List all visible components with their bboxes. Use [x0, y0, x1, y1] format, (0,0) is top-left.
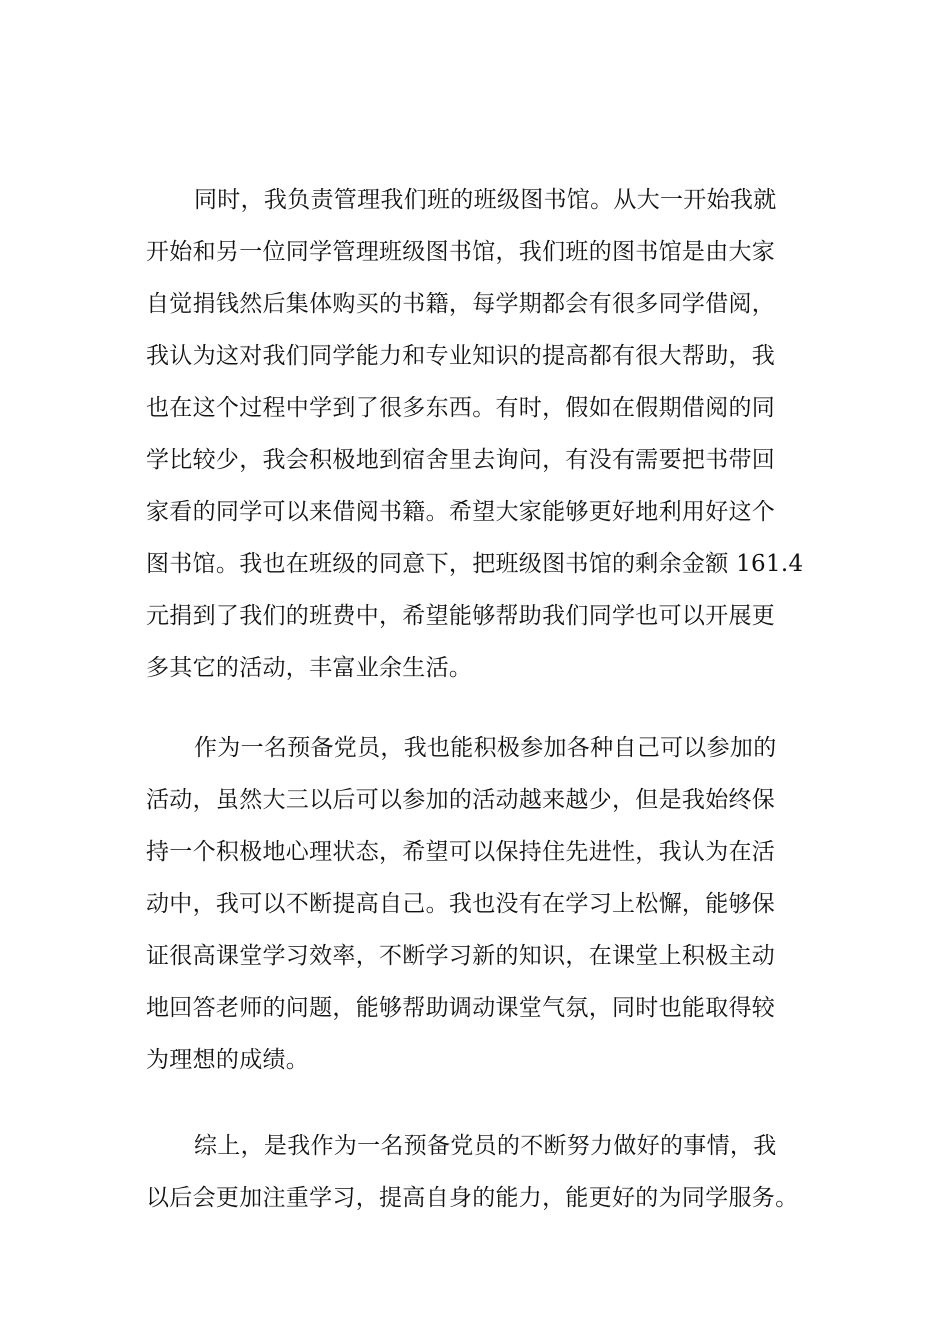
paragraph-line: 开始和另一位同学管理班级图书馆，我们班的图书馆是由大家: [146, 239, 776, 265]
paragraph-line: 动中，我可以不断提高自己。我也没有在学习上松懈，能够保: [146, 891, 776, 917]
paragraph-line: 学比较少，我会积极地到宿舍里去询问，有没有需要把书带回: [146, 447, 776, 473]
paragraph-line: 图书馆。我也在班级的同意下，把班级图书馆的剩余金额 161.4: [146, 551, 804, 577]
paragraph-line: 也在这个过程中学到了很多东西。有时，假如在假期借阅的同: [146, 395, 776, 421]
paragraph-line: 家看的同学可以来借阅书籍。希望大家能够更好地利用好这个: [146, 499, 776, 525]
paragraph-line: 证很高课堂学习效率，不断学习新的知识，在课堂上积极主动: [146, 943, 776, 969]
paragraph-line: 自觉捐钱然后集体购买的书籍，每学期都会有很多同学借阅，: [146, 291, 776, 317]
paragraph-class-library: [146, 174, 816, 694]
paragraph-line: 地回答老师的问题，能够帮助调动课堂气氛，同时也能取得较: [146, 995, 776, 1021]
paragraph-activities: [146, 722, 816, 1086]
paragraph-line: 同时，我负责管理我们班的班级图书馆。从大一开始我就: [194, 187, 777, 213]
paragraph-line: 为理想的成绩。: [146, 1047, 310, 1073]
paragraph-line: 活动，虽然大三以后可以参加的活动越来越少，但是我始终保: [146, 787, 776, 813]
paragraph-line: 多其它的活动，丰富业余生活。: [146, 655, 473, 681]
paragraph-line: 作为一名预备党员，我也能积极参加各种自己可以参加的: [194, 735, 777, 761]
paragraph-summary: [146, 1120, 816, 1224]
paragraph-line: 我认为这对我们同学能力和专业知识的提高都有很大帮助，我: [146, 343, 776, 369]
paragraph-line: 元捐到了我们的班费中，希望能够帮助我们同学也可以开展更: [146, 603, 776, 629]
paragraph-line: 综上，是我作为一名预备党员的不断努力做好的事情，我: [194, 1133, 777, 1159]
paragraph-line: 以后会更加注重学习，提高自身的能力，能更好的为同学服务。: [146, 1185, 799, 1211]
paragraph-line: 持一个积极地心理状态，希望可以保持住先进性，我认为在活: [146, 839, 776, 865]
